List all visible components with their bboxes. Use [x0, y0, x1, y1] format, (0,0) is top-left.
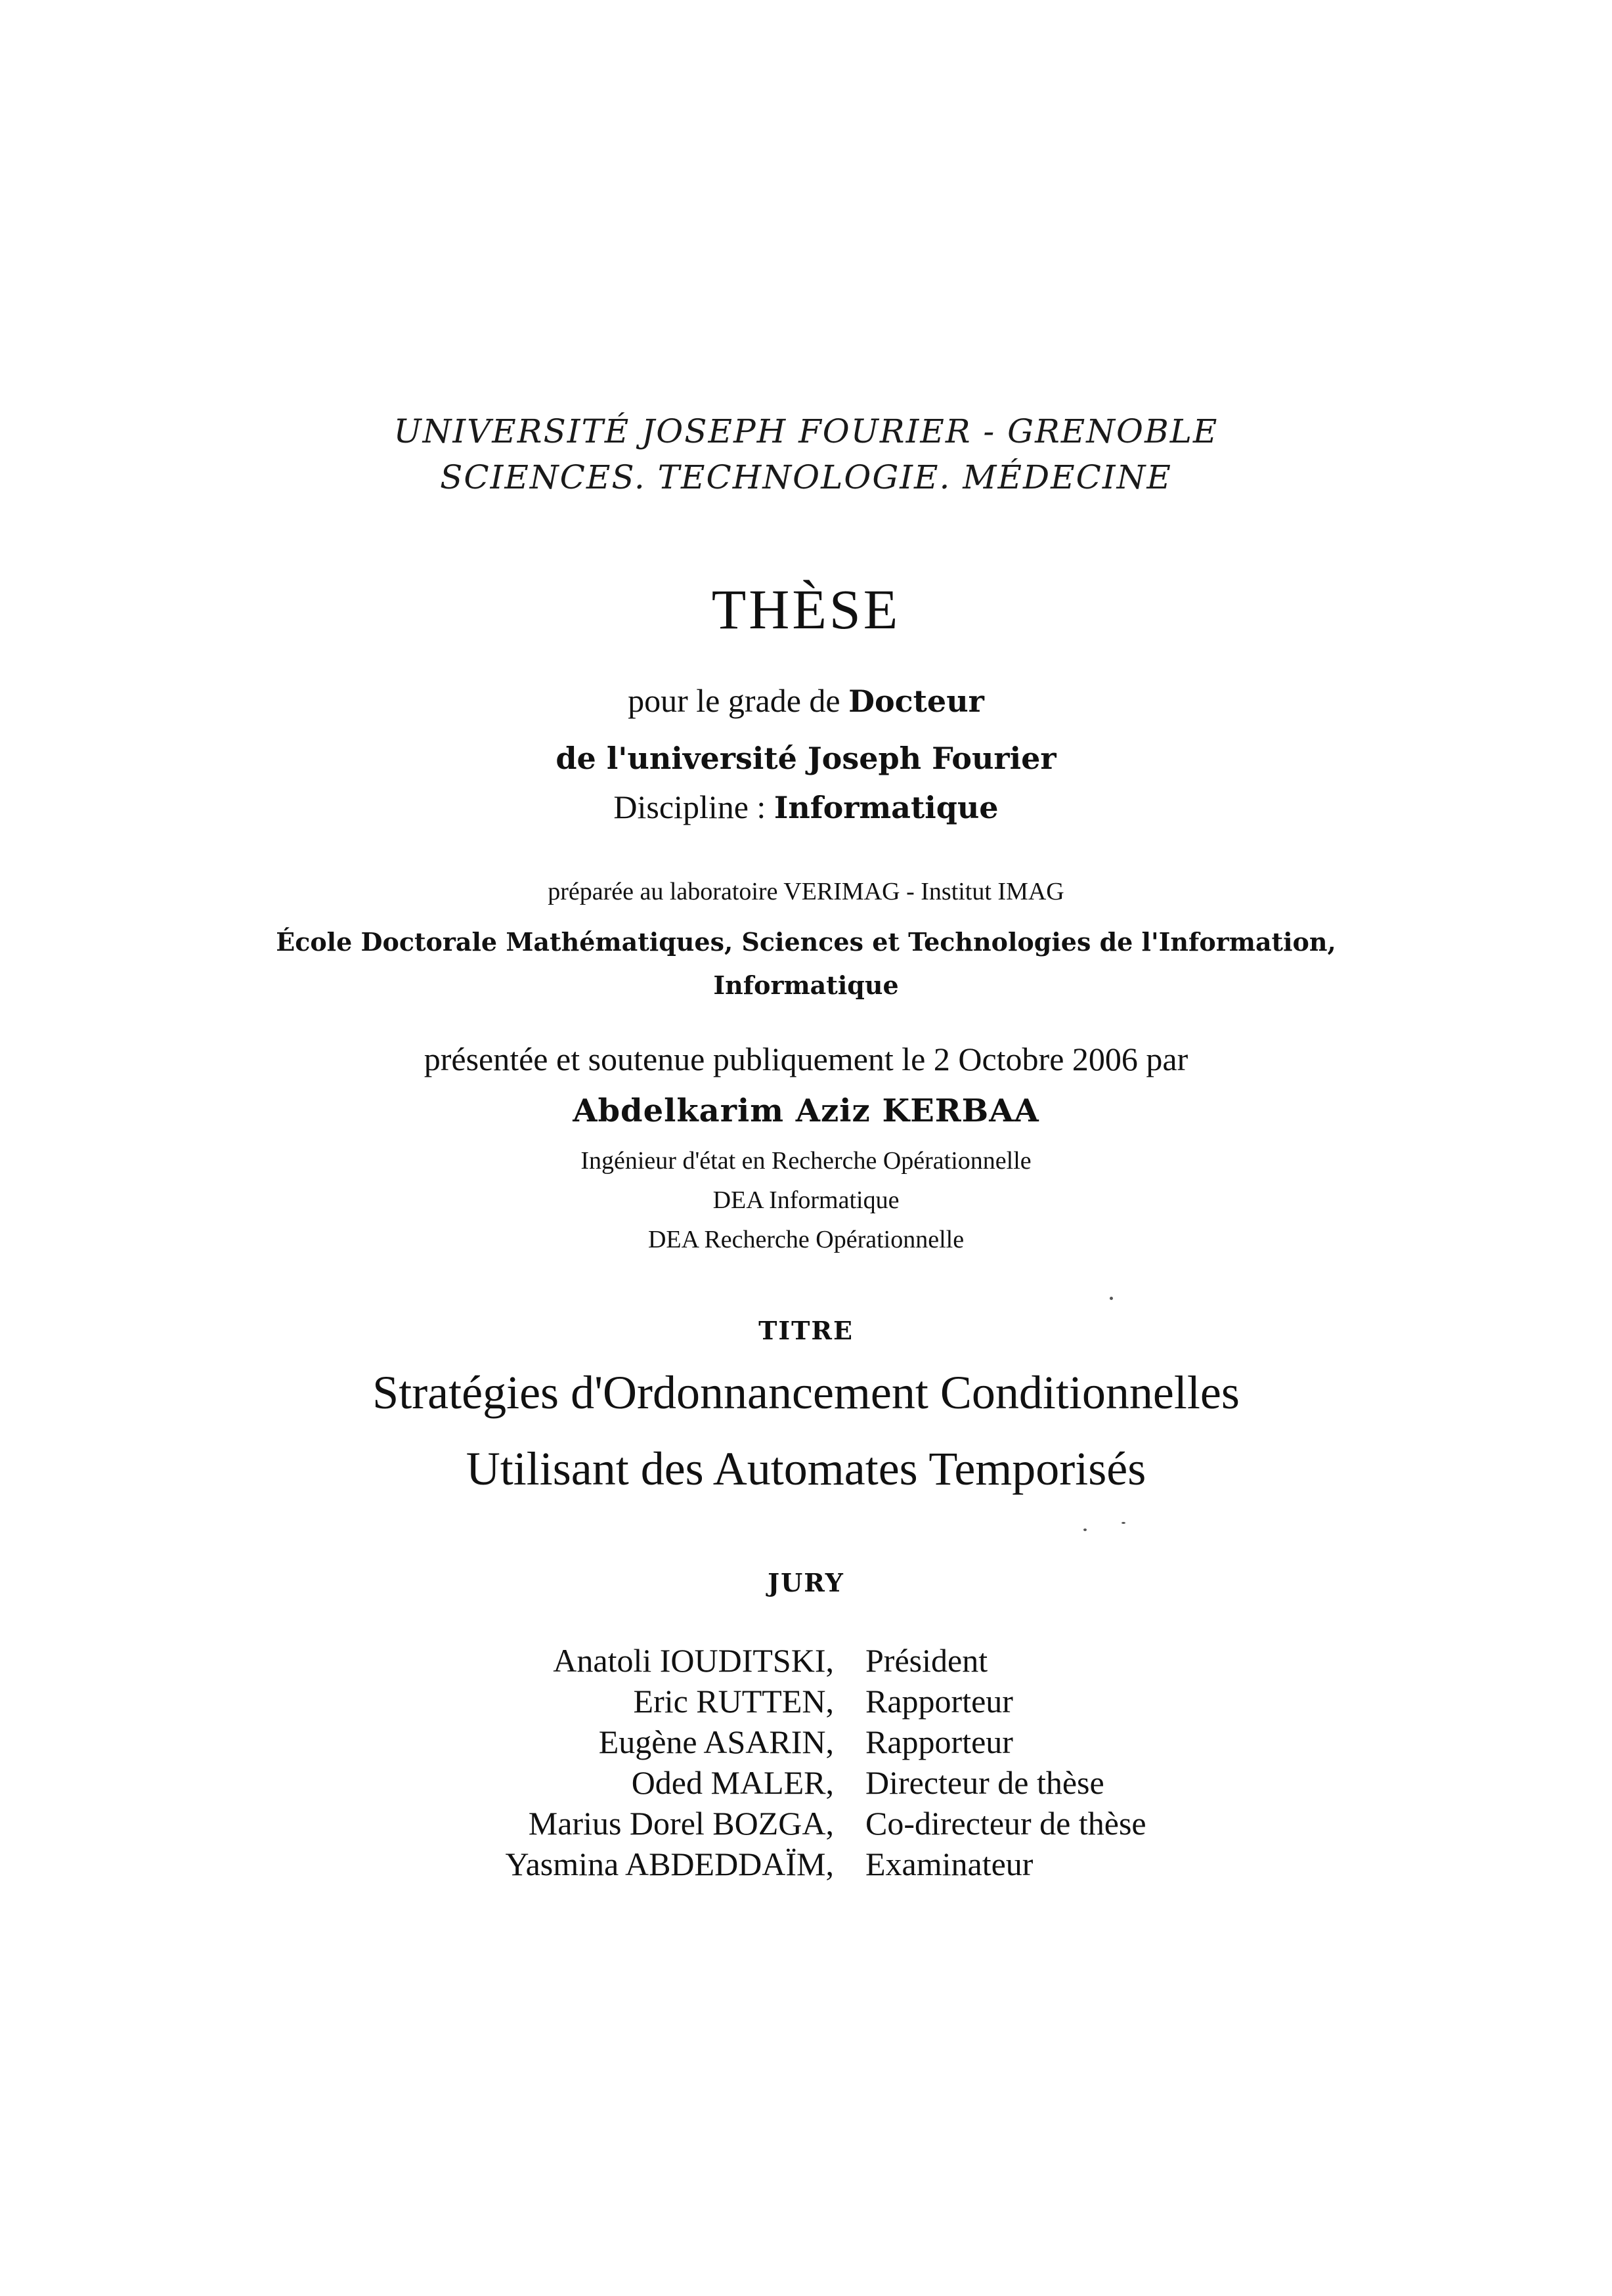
- scan-speck: [1110, 1297, 1113, 1300]
- jury-label: JURY: [768, 1568, 844, 1597]
- scan-speck: [1083, 1528, 1087, 1531]
- jury-member-role: Rapporteur: [865, 1683, 1013, 1720]
- credential-2: DEA Informatique: [712, 1186, 900, 1214]
- thesis-title-line-2: Utilisant des Automates Temporisés: [466, 1442, 1146, 1495]
- jury-row: [0, 1682, 1612, 1723]
- jury-member-name: Yasmina ABDEDDAÏM,: [505, 1846, 834, 1882]
- author-name: Abdelkarim Aziz KERBAA: [573, 1093, 1039, 1129]
- doctoral-school-line-2: Informatique: [713, 970, 899, 1000]
- scan-speck: [1122, 1522, 1125, 1524]
- discipline-line: [0, 788, 1612, 826]
- document-title: THÈSE: [711, 578, 901, 641]
- jury-member-name: Anatoli IOUDITSKI,: [553, 1642, 834, 1679]
- credential-1: Ingénieur d'état en Recherche Opérationnelle: [580, 1147, 1032, 1175]
- defense-line: présentée et soutenue publiquement le 2 Octobre 2006 par: [424, 1041, 1188, 1077]
- jury-row: [0, 1764, 1612, 1804]
- jury-member-name: Eric RUTTEN,: [633, 1683, 834, 1720]
- jury-member-role: Directeur de thèse: [865, 1764, 1104, 1801]
- jury-member-name: Eugène ASARIN,: [598, 1723, 834, 1760]
- faculty-line: SCIENCES. TECHNOLOGIE. MÉDECINE: [440, 458, 1172, 496]
- doctoral-school-line-1: École Doctorale Mathématiques, Sciences et Technologies de l'Information,: [276, 927, 1336, 957]
- credential-3: DEA Recherche Opérationnelle: [647, 1226, 965, 1253]
- jury-member-name: Oded MALER,: [631, 1764, 834, 1801]
- jury-member-name: Marius Dorel BOZGA,: [528, 1805, 834, 1842]
- jury-row: [0, 1641, 1612, 1682]
- discipline-label: Discipline :: [613, 789, 766, 825]
- degree-line-2: de l'université Joseph Fourier: [555, 741, 1057, 776]
- jury-member-role: Président: [865, 1642, 988, 1679]
- jury-row: [0, 1804, 1612, 1845]
- degree-prefix: pour le grade de: [628, 682, 840, 719]
- jury-member-role: Rapporteur: [865, 1723, 1013, 1760]
- title-label: TITRE: [758, 1316, 854, 1345]
- jury-member-role: Examinateur: [865, 1846, 1034, 1882]
- jury-member-role: Co-directeur de thèse: [865, 1805, 1146, 1842]
- degree-line-1: [0, 682, 1612, 720]
- lab-line: préparée au laboratoire VERIMAG - Institut IMAG: [548, 878, 1064, 905]
- university-line: UNIVERSITÉ JOSEPH FOURIER - GRENOBLE: [393, 412, 1219, 450]
- jury-row: [0, 1845, 1612, 1886]
- jury-row: [0, 1723, 1612, 1764]
- discipline-value: Informatique: [773, 790, 999, 825]
- thesis-title-line-1: Stratégies d'Ordonnancement Conditionnelles: [372, 1366, 1240, 1419]
- degree-title: Docteur: [848, 683, 984, 719]
